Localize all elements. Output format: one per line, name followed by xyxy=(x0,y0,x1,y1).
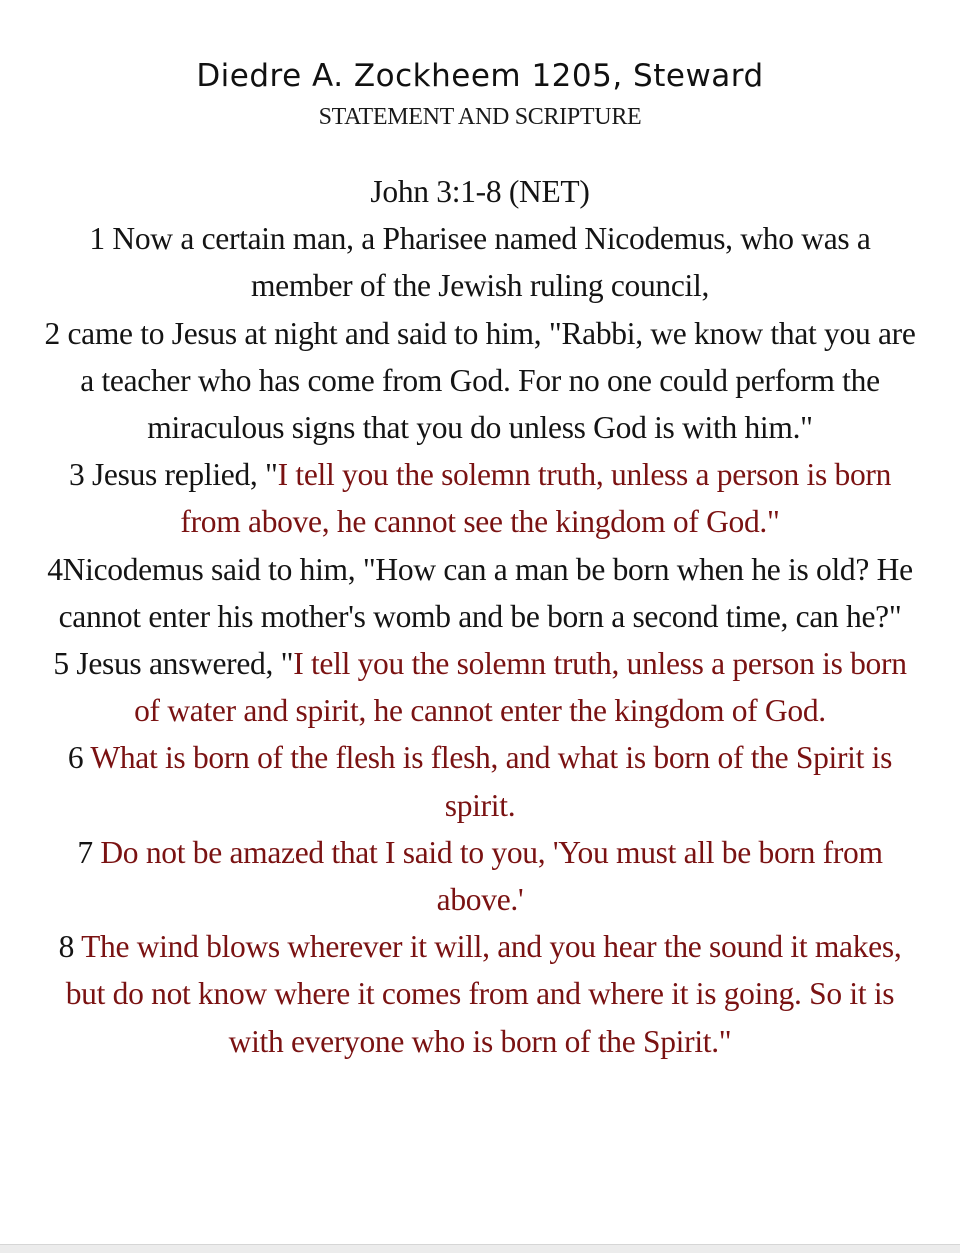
verse-3 xyxy=(40,451,920,545)
verse-number: 8 xyxy=(58,929,82,965)
verse-number: 4 xyxy=(47,551,63,587)
verse-text-red: I tell you the solemn truth, unless a person is born from above, he cannot see the kingdom of God." xyxy=(180,457,892,540)
page-subtitle: STATEMENT AND SCRIPTURE xyxy=(318,104,642,130)
verse-4 xyxy=(40,546,920,640)
verse-number: 6 xyxy=(67,740,91,776)
verse-text: Now a certain man, a Pharisee named Nicodemus, who was a member of the Jewish ruling council, xyxy=(112,221,871,304)
verse-number: 7 xyxy=(77,834,101,870)
verse-number: 2 xyxy=(44,315,68,351)
verse-text: Jesus answered, " xyxy=(76,646,294,682)
scripture-reference: John 3:1-8 (NET) xyxy=(370,174,590,209)
verse-text-red: The wind blows wherever it will, and you hear the sound it makes, but do not know where it comes from and where it is going. So it is with everyone who is born of the Spirit." xyxy=(65,929,902,1059)
scripture-passage xyxy=(40,168,920,1065)
verse-text: Nicodemus said to him, "How can a man be born when he is old? He cannot enter his mother's womb and be born a second time, can he?" xyxy=(58,551,913,634)
page-title: Diedre A. Zockheem 1205, Steward xyxy=(196,58,764,94)
verse-number: 5 xyxy=(53,646,77,682)
header xyxy=(0,56,960,132)
verse-number: 1 xyxy=(89,221,113,257)
verse-1 xyxy=(40,215,920,309)
verse-number: 3 xyxy=(68,457,92,493)
verse-text: came to Jesus at night and said to him, "Rabbi, we know that you are a teacher who has come from God. For no one could perform the miraculous signs that you do unless God is with him." xyxy=(67,315,916,446)
verse-text-red: I tell you the solemn truth, unless a person is born of water and spirit, he cannot enter the kingdom of God. xyxy=(134,646,907,729)
verse-text-red: Do not be amazed that I said to you, 'You must all be born from above.' xyxy=(100,834,883,918)
verse-5 xyxy=(40,640,920,734)
verse-6 xyxy=(40,734,920,828)
verse-text: Jesus replied, " xyxy=(91,457,278,493)
verse-2 xyxy=(40,310,920,452)
verse-text-red: What is born of the flesh is flesh, and what is born of the Spirit is spirit. xyxy=(90,740,893,823)
verse-7 xyxy=(40,829,920,923)
verse-8 xyxy=(40,923,920,1065)
